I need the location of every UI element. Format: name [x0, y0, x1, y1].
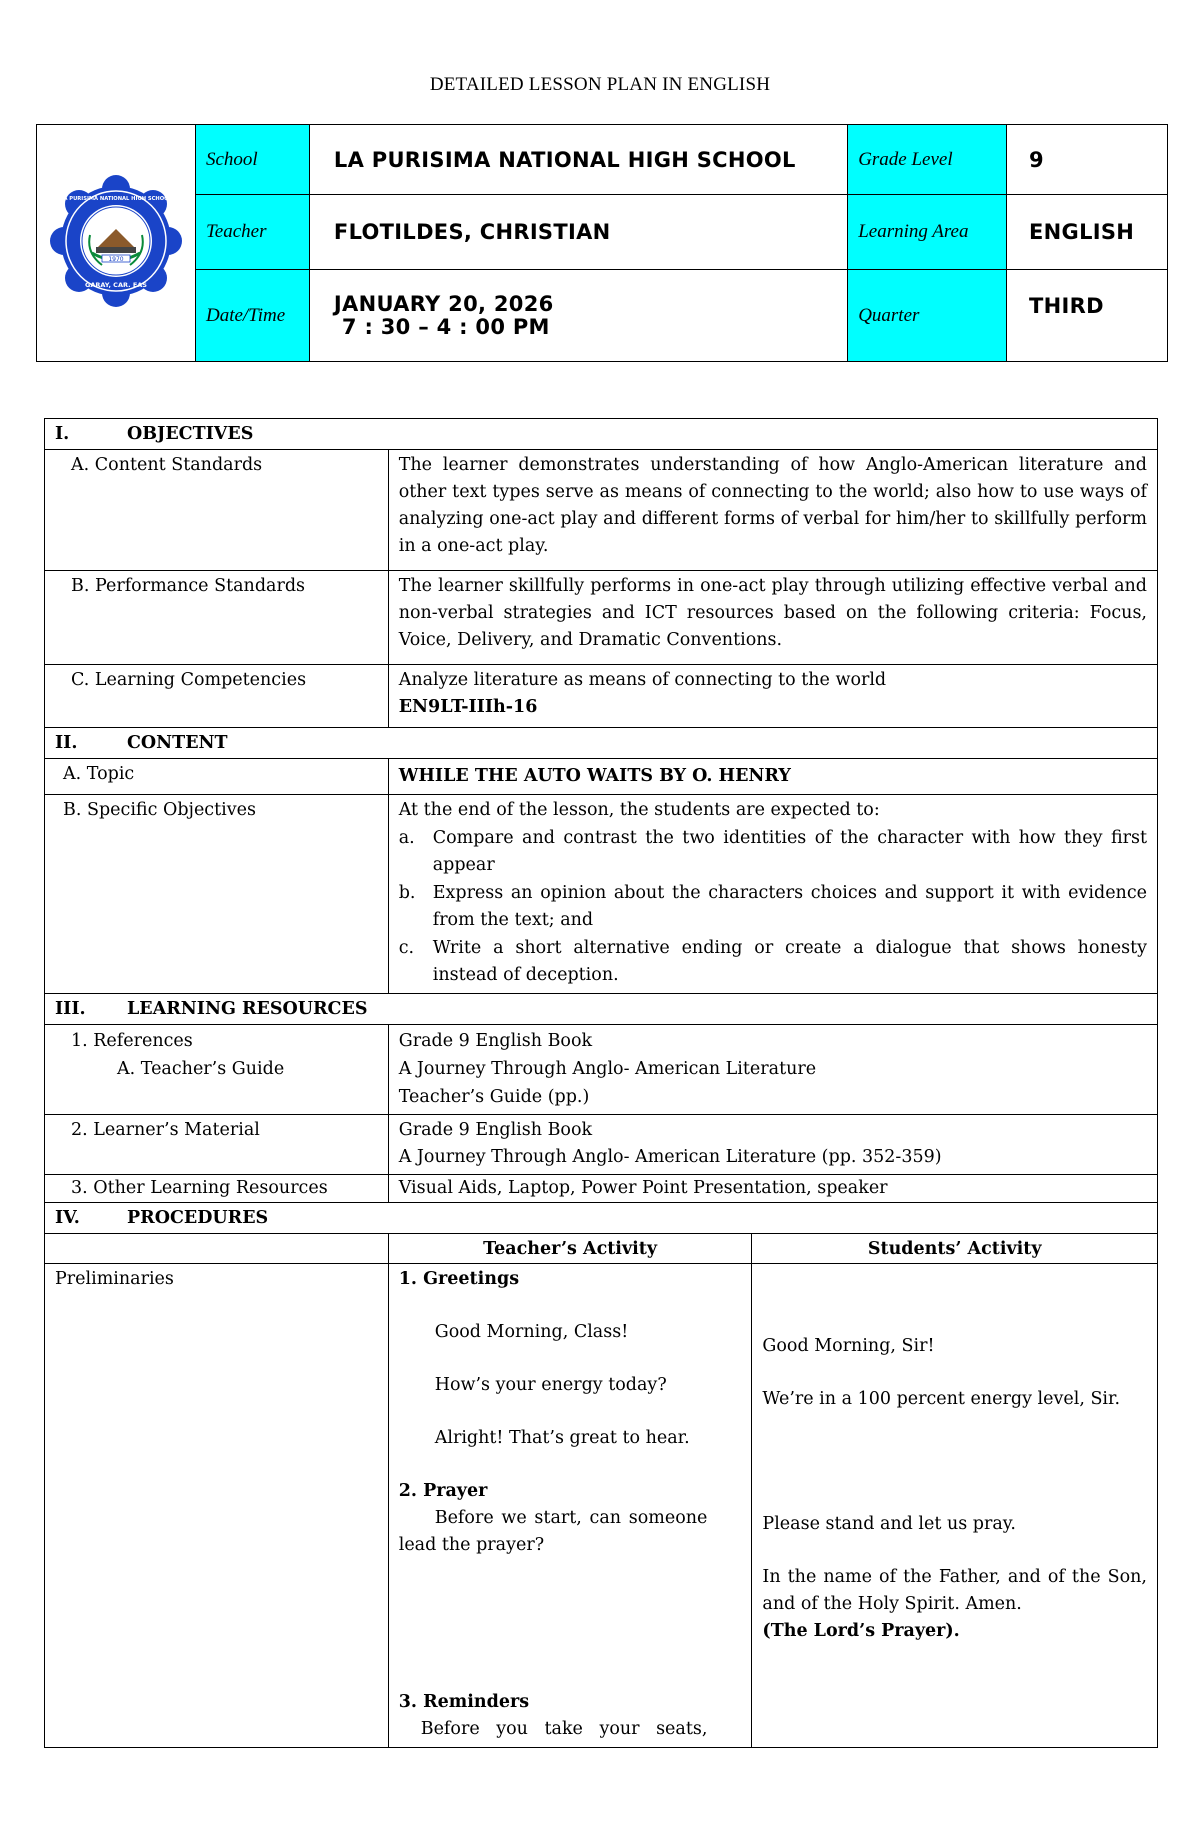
- learner-line: Grade 9 English Book: [398, 1119, 593, 1140]
- logo-place: GARAY, CAR. EAS: [85, 281, 147, 289]
- teachers-activity-header: Teacher’s Activity: [388, 1233, 752, 1263]
- objectives-num: I.: [55, 424, 70, 444]
- teacher-label: Teacher: [195, 195, 309, 270]
- specific-objectives-list: [399, 825, 1147, 990]
- specific-objectives-intro: At the end of the lesson, the students are expected to:: [398, 800, 880, 820]
- learning-competencies-text: Analyze literature as means of connecting to the world: [398, 670, 887, 690]
- date-time-label: Date/Time: [195, 270, 309, 362]
- topic-text: WHILE THE AUTO WAITS BY O. HENRY: [388, 759, 1157, 795]
- objectives-heading-row: [45, 419, 1158, 450]
- specific-objectives-label: B. Specific Objectives: [45, 795, 389, 994]
- grade-level-label: Grade Level: [848, 125, 1007, 195]
- objective-item: b. Express an opinion about the characters choices and support it with evidence from the text; and: [398, 882, 1147, 930]
- learner-line: A Journey Through Anglo- American Literature (pp. 352-359): [398, 1146, 942, 1167]
- date-value: JANUARY 20, 2026: [333, 291, 554, 316]
- other-resources-row: [45, 1174, 1158, 1202]
- resources-heading-row: [45, 993, 1158, 1024]
- teacher-name: FLOTILDES, CHRISTIAN: [309, 195, 847, 270]
- quarter-value: THIRD: [1007, 270, 1168, 362]
- procedures-heading-row: [45, 1202, 1158, 1233]
- teacher-energy-question: How’s your energy today?: [434, 1374, 667, 1395]
- student-lords-prayer: (The Lord’s Prayer).: [762, 1620, 960, 1641]
- guide-line: Grade 9 English Book: [398, 1030, 593, 1051]
- specific-objectives-row: [45, 795, 1158, 994]
- learning-area-value: ENGLISH: [1007, 195, 1168, 270]
- topic-row: [45, 759, 1158, 795]
- header-table: [36, 124, 1168, 362]
- learners-material-row: [45, 1114, 1158, 1174]
- references-label: 1. References: [71, 1030, 193, 1051]
- content-standards-label: A. Content Standards: [45, 450, 389, 571]
- objectives-heading: OBJECTIVES: [127, 424, 254, 444]
- references-row: [45, 1024, 1158, 1114]
- topic-label: A. Topic: [45, 759, 389, 795]
- content-standards-text: The learner demonstrates understanding of how Anglo-American literature and other text types serve as means of connecting to the world; also how to use ways of analyzing one-act play and different forms of verbal for him/her to skillfully perform in a one-act play.: [388, 450, 1157, 571]
- students-activity-header: Students’ Activity: [752, 1233, 1158, 1263]
- logo-year: 1970: [108, 256, 124, 263]
- time-value: 7 : 30 – 4 : 00 PM: [341, 314, 550, 339]
- teachers-guide-label: A. Teacher’s Guide: [117, 1058, 285, 1079]
- objective-item: c. Write a short alternative ending or create a dialogue that shows honesty instead of deception.: [398, 937, 1147, 985]
- guide-line: A Journey Through Anglo- American Literature: [398, 1058, 817, 1079]
- preliminaries-label: Preliminaries: [45, 1263, 389, 1747]
- learners-material-label: 2. Learner’s Material: [45, 1114, 389, 1174]
- school-name: LA PURISIMA NATIONAL HIGH SCHOOL: [309, 125, 847, 195]
- content-heading-row: [45, 728, 1158, 759]
- teacher-greeting: Good Morning, Class!: [434, 1321, 629, 1342]
- quarter-label: Quarter: [848, 270, 1007, 362]
- procedures-heading: PROCEDURES: [127, 1207, 269, 1228]
- resources-num: III.: [55, 998, 86, 1019]
- objective-item: a. Compare and contrast the two identities of the character with how they first appear: [398, 827, 1147, 875]
- competency-code: EN9LT-IIIh-16: [398, 697, 538, 717]
- student-pray: Please stand and let us pray.: [762, 1513, 1016, 1534]
- lesson-plan-table: [44, 418, 1158, 1748]
- grade-level-value: 9: [1007, 125, 1168, 195]
- procedures-num: IV.: [55, 1207, 80, 1228]
- performance-standards-label: B. Performance Standards: [45, 571, 389, 665]
- performance-standards-row: [45, 571, 1158, 665]
- date-time-value: [309, 270, 847, 362]
- learning-area-label: Learning Area: [848, 195, 1007, 270]
- content-standards-row: [45, 450, 1158, 571]
- teacher-alright: Alright! That’s great to hear.: [434, 1427, 690, 1448]
- preliminaries-row: [45, 1263, 1158, 1747]
- learning-competencies-row: [45, 665, 1158, 728]
- resources-heading: LEARNING RESOURCES: [127, 998, 368, 1019]
- other-resources-text: Visual Aids, Laptop, Power Point Presentation, speaker: [388, 1174, 1157, 1202]
- prayer-title: 2. Prayer: [398, 1480, 488, 1501]
- student-greeting: Good Morning, Sir!: [762, 1335, 935, 1356]
- other-resources-label: 3. Other Learning Resources: [45, 1174, 389, 1202]
- guide-line: Teacher’s Guide (pp.): [398, 1086, 590, 1107]
- document-title: DETAILED LESSON PLAN IN ENGLISH: [429, 74, 771, 95]
- performance-standards-text: The learner skillfully performs in one-act play through utilizing effective verbal and non-verbal strategies and ICT resources based on the following criteria: Focus, Voice, Delivery, and Dramatic Conventions.: [388, 571, 1157, 665]
- student-energy-answer: We’re in a 100 percent energy level, Sir.: [762, 1388, 1121, 1409]
- teacher-prayer-request: Before we start, can someone lead the prayer?: [398, 1507, 708, 1555]
- teacher-reminders: Before you take your seats,: [420, 1718, 708, 1739]
- procedures-column-headers: [45, 1233, 1158, 1263]
- greetings-title: 1. Greetings: [398, 1268, 520, 1289]
- student-sign-of-cross: In the name of the Father, and of the Son, and of the Holy Spirit. Amen.: [762, 1566, 1147, 1614]
- learning-competencies-label: C. Learning Competencies: [45, 665, 389, 728]
- content-num: II.: [55, 733, 78, 753]
- content-heading: CONTENT: [127, 733, 228, 753]
- reminders-title: 3. Reminders: [398, 1691, 530, 1712]
- logo-ring-text: LA PURISIMA NATIONAL HIGH SCHOOL: [60, 196, 172, 202]
- school-logo-cell: [37, 125, 196, 362]
- school-label: School: [195, 125, 309, 195]
- school-logo: [45, 170, 187, 312]
